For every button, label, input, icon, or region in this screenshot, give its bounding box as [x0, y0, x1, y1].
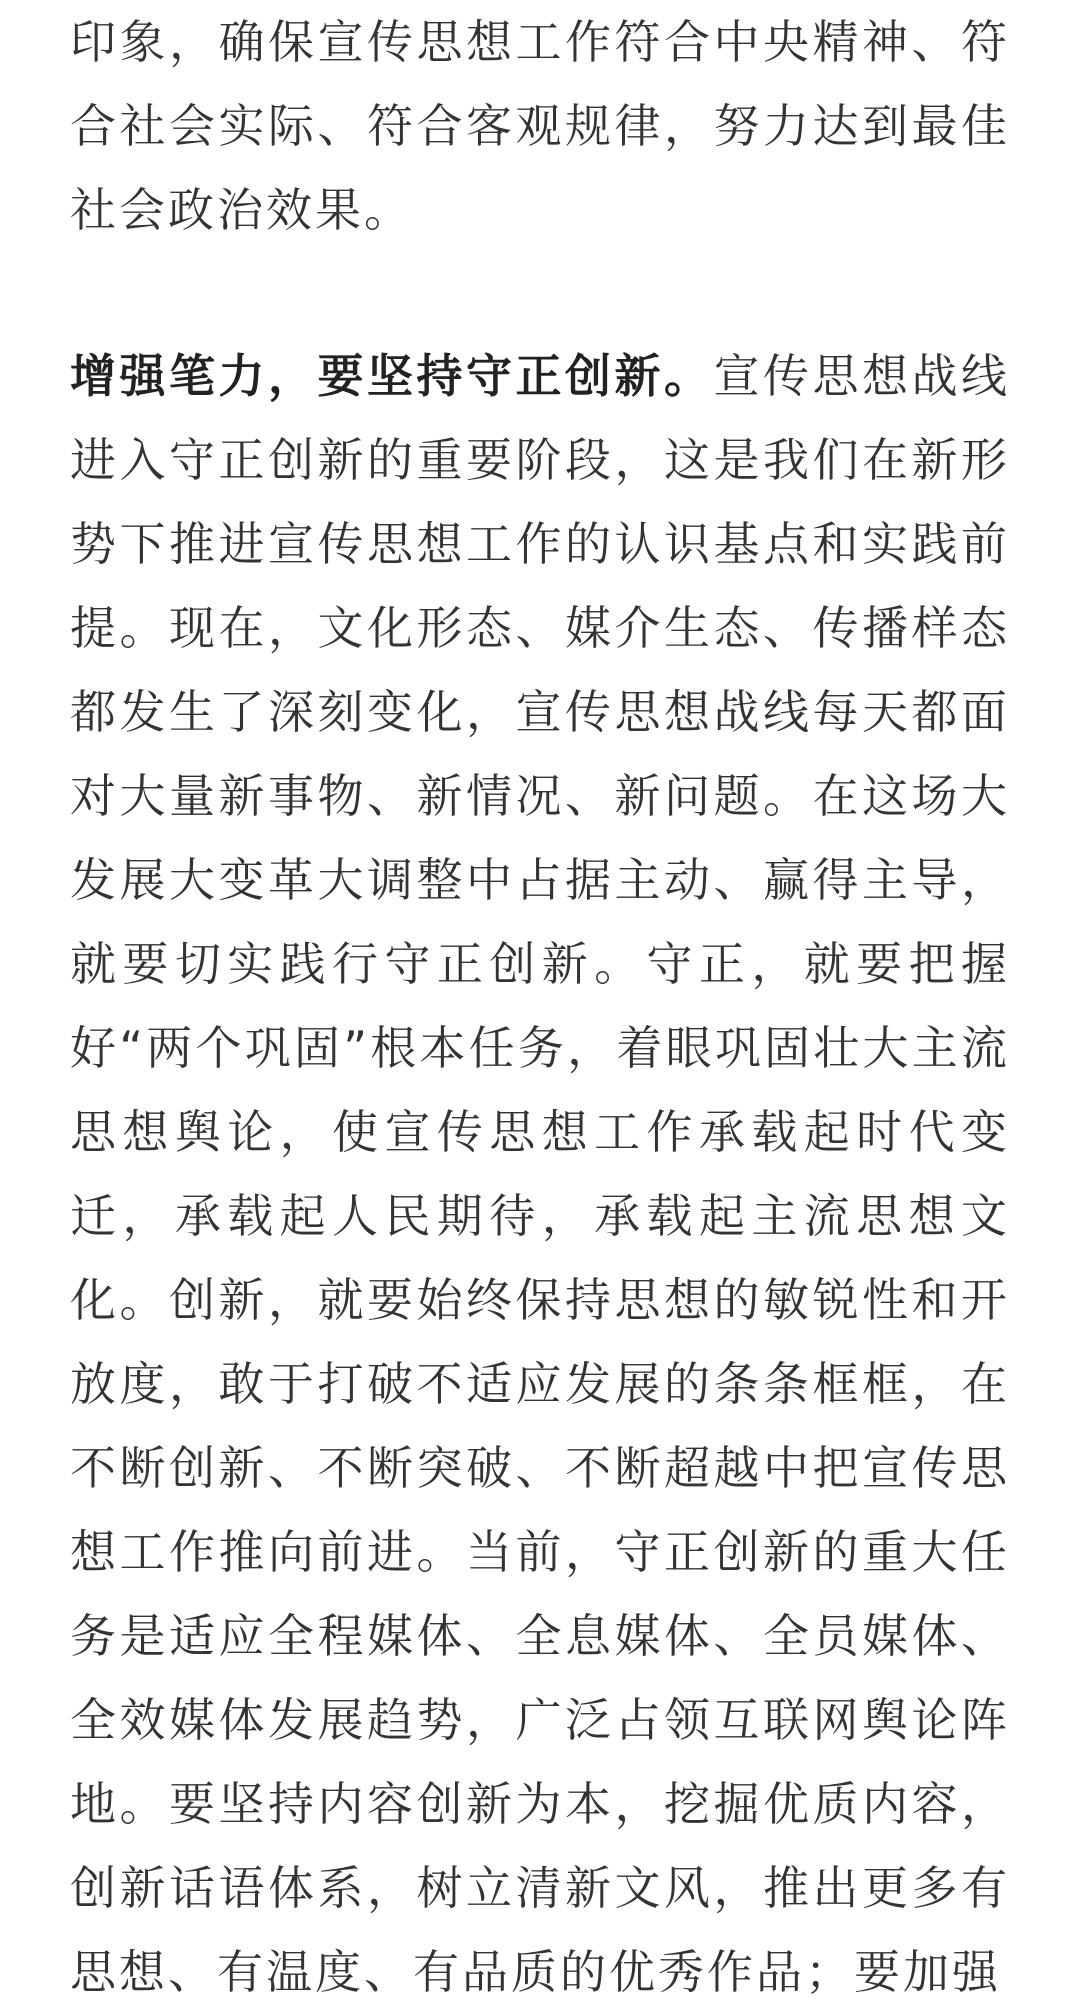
paragraph-lead-heading: 增强笔力，要坚持守正创新。	[70, 349, 714, 403]
article-body	[70, 0, 1010, 2014]
paragraph-continued: 印象，确保宣传思想工作符合中央精神、符合社会实际、符合客观规律，努力达到最佳社会政治效果。	[70, 15, 1010, 237]
paragraph-innovation	[70, 334, 1010, 2014]
paragraph-body-text: 宣传思想战线进入守正创新的重要阶段，这是我们在新形势下推进宣传思想工作的认识基点和实践前提。现在，文化形态、媒介生态、传播样态都发生了深刻变化，宣传思想战线每天都面对大量新事物、新情况、新问题。在这场大发展大变革大调整中占据主动、赢得主导，就要切实践行守正创新。守正，就要把握好“两个巩固”根本任务，着眼巩固壮大主流思想舆论，使宣传思想工作承载起时代变迁，承载起人民期待，承载起主流思想文化。创新，就要始终保持思想的敏锐性和开放度，敢于打破不适应发展的条条框框，在不断创新、不断突破、不断超越中把宣传思想工作推向前进。当前，守正创新的重大任务是适应全程媒体、全息媒体、全员媒体、全效媒体发展趋势，广泛占领互联网舆论阵地。要坚持内容创新为本，挖掘优质内容，创新话语体系，树立清新文风，推出更多有思想、有温度、有品质的优秀作品；要加强	[70, 349, 1010, 1999]
